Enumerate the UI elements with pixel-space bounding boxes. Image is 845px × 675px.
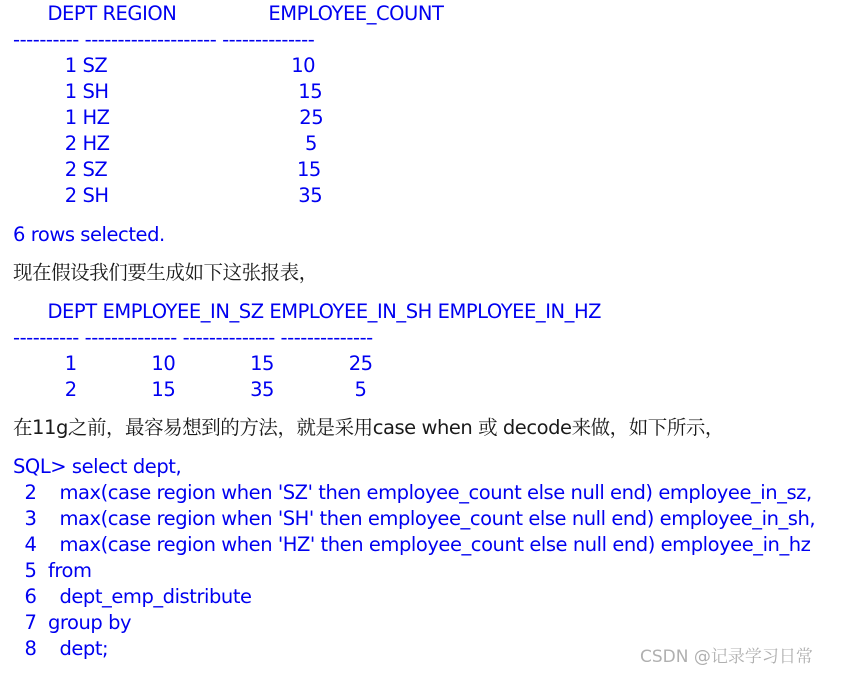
table1-header: DEPT REGION EMPLOYEE_COUNT bbox=[13, 2, 444, 25]
csdn-watermark: CSDN @记录学习日常 bbox=[640, 647, 813, 667]
sql-line: 8 dept; bbox=[13, 637, 109, 660]
paragraph-method: 在11g之前，最容易想到的方法，就是采用case when 或 decode来做，如下所示， bbox=[13, 416, 724, 439]
sql-line: 3 max(case region when 'SH' then employee_count else null end) employee_in_sh, bbox=[13, 507, 816, 530]
table2-row: 2 15 35 5 bbox=[13, 378, 367, 401]
sql-line: 2 max(case region when 'SZ' then employee_count else null end) employee_in_sz, bbox=[13, 481, 812, 504]
table2-row: 1 10 15 25 bbox=[13, 352, 373, 375]
table2-header: DEPT EMPLOYEE_IN_SZ EMPLOYEE_IN_SH EMPLOYEE_IN_HZ bbox=[13, 300, 602, 323]
rows-selected-text: 6 rows selected. bbox=[13, 223, 165, 246]
paragraph-intro: 现在假设我们要生成如下这张报表， bbox=[13, 261, 318, 284]
table2-separator: ---------- -------------- -------------- -------------- bbox=[13, 326, 373, 349]
table1-row: 1 SZ 10 bbox=[13, 54, 316, 77]
table1-row: 2 SZ 15 bbox=[13, 158, 321, 181]
table1-row: 2 SH 35 bbox=[13, 184, 323, 207]
table1-row: 1 SH 15 bbox=[13, 80, 323, 103]
table1-row: 2 HZ 5 bbox=[13, 132, 317, 155]
sql-line: SQL> select dept, bbox=[13, 455, 182, 478]
table1-row: 1 HZ 25 bbox=[13, 106, 324, 129]
sql-line: 6 dept_emp_distribute bbox=[13, 585, 252, 608]
sql-line: 7 group by bbox=[13, 611, 132, 634]
sql-line: 5 from bbox=[13, 559, 92, 582]
table1-separator: ---------- -------------------- -------------- bbox=[13, 28, 315, 51]
sql-line: 4 max(case region when 'HZ' then employee_count else null end) employee_in_hz bbox=[13, 533, 811, 556]
